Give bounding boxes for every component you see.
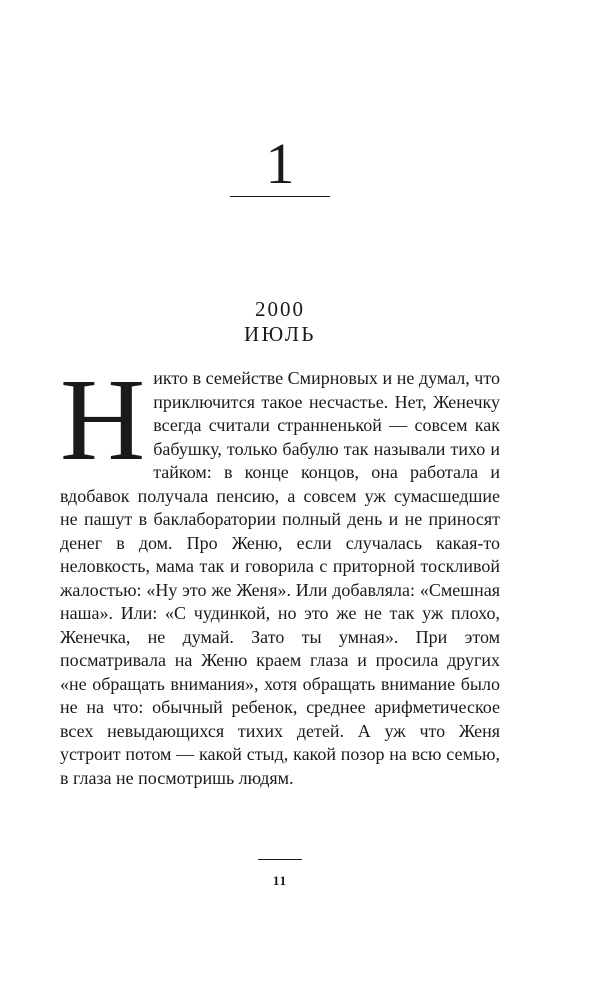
chapter-number: 1 <box>265 131 295 196</box>
paragraph-text: икто в семействе Смирновых и не думал, что приключится такое несчастье. Нет, Женечку всегда считали странненькой — совсем как бабушку, только бабулю так называли тихо и тайком: в конце концов, она работала и вдобавок получала пенсию, а совсем уж сумасшедшие не пашут в баклаборатории полный день и не приносят денег в дом. Про Женю, если случалась какая-то неловкость, мама так и говорила с приторной тоскливой жалостью: «Ну это же Женя». Или добавляла: «Смешная наша». Или: «С чудинкой, но это же не так уж плохо, Женечка, не думай. Зато ты умная». При этом посматривала на Женю краем глаза и просила других «не обращать внимания», хотя обращать внимание было не на что: обычный ребенок, среднее арифметическое всех невыдающихся тихих детей. А уж что Женя устроит потом — какой стыд, какой позор на всю семью, в глаза не посмотришь людям. <box>60 368 500 788</box>
section-year: 2000 <box>255 297 305 321</box>
chapter-divider <box>230 196 330 197</box>
drop-cap: Н <box>60 354 146 485</box>
body-paragraph <box>60 354 500 790</box>
section-month: ИЮЛЬ <box>243 322 316 346</box>
footer-divider <box>258 859 302 860</box>
page-number: 11 <box>272 873 288 888</box>
